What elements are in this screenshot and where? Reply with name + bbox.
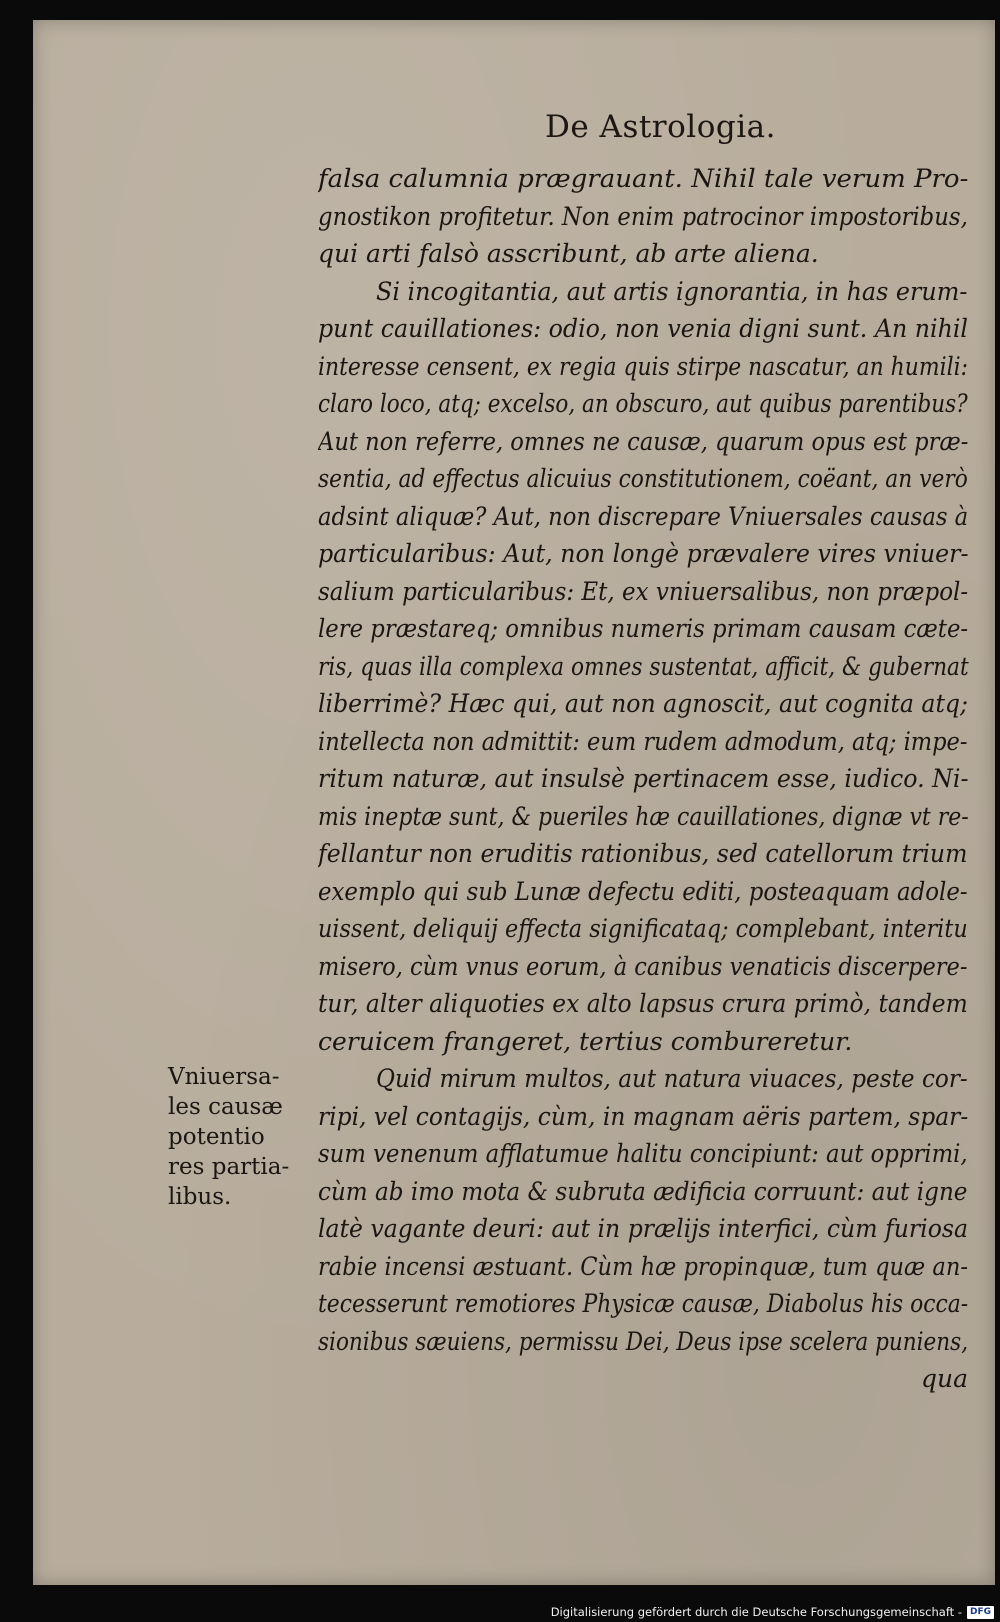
- text-line: rabie incensi æstuant. Cùm hæ propinquæ, tum quæ an-: [318, 1251, 969, 1281]
- text-line: ritum naturæ, aut insulsè pertinacem esse, iudico. Ni-: [318, 764, 969, 793]
- book-page: [33, 20, 995, 1585]
- marginal-line: les causæ: [168, 1094, 283, 1120]
- text-line: latè vagante deuri: aut in prælijs interfici, cùm furiosa: [318, 1214, 969, 1243]
- text-line: salium particularibus: Et, ex vniuersalibus, non præpol-: [318, 576, 969, 606]
- marginal-line: libus.: [168, 1184, 232, 1210]
- text-line: mis ineptæ sunt, & pueriles hæ cauillationes, dignæ vt re-: [318, 801, 969, 831]
- marginal-line: res partia-: [168, 1154, 290, 1180]
- text-line: sum venenum afflatumue halitu concipiunt: aut opprimi,: [318, 1139, 968, 1168]
- text-line: uissent, deliquij effecta significataq; complebant, interitu: [318, 914, 968, 943]
- text-line: punt cauillationes: odio, non venia digni sunt. An nihil: [318, 314, 969, 343]
- marginal-line: Vniuersa-: [168, 1064, 280, 1090]
- text-line: Si incogitantia, aut artis ignorantia, in has erum-: [376, 276, 968, 306]
- text-line: sentia, ad effectus alicuius constitutionem, coëant, an verò: [318, 464, 968, 493]
- body-text: [318, 160, 1000, 1398]
- text-line: gnostikon profitetur. Non enim patrocinor impostoribus,: [318, 201, 968, 231]
- text-line: Aut non referre, omnes ne causæ, quarum opus est præ-: [318, 426, 969, 456]
- text-line: Quid mirum multos, aut natura viuaces, peste cor-: [376, 1064, 968, 1093]
- dfg-logo: DFG: [967, 1606, 994, 1619]
- text-line: qua: [920, 1364, 968, 1393]
- text-line: liberrimè? Hæc qui, aut non agnoscit, aut cognita atq;: [318, 689, 968, 718]
- text-line: qui arti falsò asscribunt, ab arte aliena.: [318, 239, 819, 268]
- text-line: sionibus sæuiens, permissu Dei, Deus ipse scelera puniens,: [318, 1326, 969, 1356]
- text-line: ris, quas illa complexa omnes sustentat, afficit, & gubernat: [318, 651, 969, 681]
- text-line: falsa calumnia prægrauant. Nihil tale verum Pro-: [318, 164, 969, 193]
- text-line: interesse censent, ex regia quis stirpe nascatur, an humili:: [318, 351, 968, 381]
- text-line: lere præstareq; omnibus numeris primam causam cæte-: [318, 614, 969, 643]
- text-line: ripi, vel contagijs, cùm, in magnam aëris partem, spar-: [318, 1101, 969, 1131]
- text-line: fellantur non eruditis rationibus, sed catellorum trium: [318, 839, 968, 868]
- text-line: particularibus: Aut, non longè prævalere vires vniuer-: [318, 539, 969, 568]
- marginal-note: [168, 1062, 289, 1212]
- text-line: intellecta non admittit: eum rudem admodum, atq; impe-: [318, 726, 968, 756]
- text-line: claro loco, atq; excelso, an obscuro, aut quibus parentibus?: [318, 389, 968, 418]
- text-line: tur, alter aliquoties ex alto lapsus crura primò, tandem: [318, 989, 968, 1018]
- text-line: cùm ab imo mota & subruta ædificia corruunt: aut igne: [318, 1176, 968, 1206]
- text-line: ceruicem frangeret, tertius combureretur.: [318, 1026, 853, 1056]
- text-line: misero, cùm vnus eorum, à canibus venaticis discerpere-: [318, 951, 968, 981]
- running-head: De Astrologia.: [545, 109, 776, 145]
- text-line: adsint aliquæ? Aut, non discrepare Vniuersales causas à: [318, 501, 969, 531]
- digitization-credit: [551, 1605, 994, 1619]
- text-line: exemplo qui sub Lunæ defectu editi, posteaquam adole-: [318, 876, 968, 906]
- credit-text: Digitalisierung gefördert durch die Deutsche Forschungsgemeinschaft -: [550, 1605, 962, 1619]
- marginal-line: potentio: [168, 1124, 265, 1150]
- text-line: tecesserunt remotiores Physicæ causæ, Diabolus his occa-: [318, 1289, 969, 1318]
